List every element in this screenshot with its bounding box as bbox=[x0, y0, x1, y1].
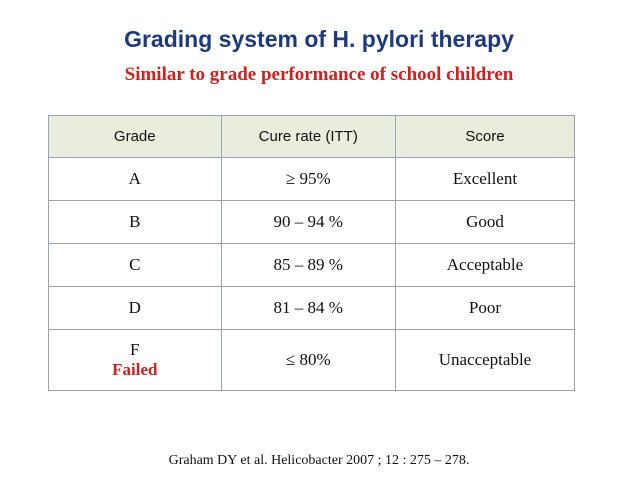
cell-grade: C bbox=[49, 244, 222, 287]
failed-label: Failed bbox=[112, 360, 158, 379]
cell-cure-rate: ≥ 95% bbox=[221, 158, 395, 201]
table-row bbox=[49, 330, 575, 391]
grade-letter: F bbox=[130, 340, 140, 359]
cell-grade: A bbox=[49, 158, 222, 201]
slide-subtitle: Similar to grade performance of school children bbox=[124, 64, 514, 85]
cell-grade: D bbox=[49, 287, 222, 330]
header-cure-rate: Cure rate (ITT) bbox=[221, 116, 395, 158]
table-row bbox=[49, 287, 575, 330]
cell-cure-rate: 85 – 89 % bbox=[221, 244, 395, 287]
cell-score: Good bbox=[395, 201, 574, 244]
cell-grade: B bbox=[49, 201, 222, 244]
cell-cure-rate: 81 – 84 % bbox=[221, 287, 395, 330]
cell-score: Excellent bbox=[395, 158, 574, 201]
header-grade: Grade bbox=[49, 116, 222, 158]
cell-grade bbox=[49, 330, 222, 391]
cell-score: Unacceptable bbox=[395, 330, 574, 391]
slide-title: Grading system of H. pylori therapy bbox=[124, 26, 514, 52]
cell-score: Acceptable bbox=[395, 244, 574, 287]
table-row bbox=[49, 244, 575, 287]
table-row bbox=[49, 158, 575, 201]
grading-table bbox=[48, 115, 575, 391]
table-row bbox=[49, 201, 575, 244]
cell-score: Poor bbox=[395, 287, 574, 330]
cell-cure-rate: 90 – 94 % bbox=[221, 201, 395, 244]
table-header-row bbox=[49, 116, 575, 158]
citation: Graham DY et al. Helicobacter 2007 ; 12 : 275 – 278. bbox=[168, 453, 470, 468]
header-score: Score bbox=[395, 116, 574, 158]
cell-cure-rate: ≤ 80% bbox=[221, 330, 395, 391]
